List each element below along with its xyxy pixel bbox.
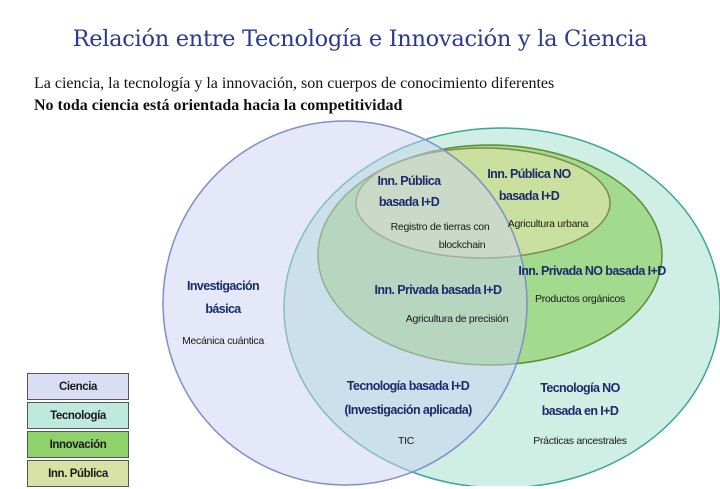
example-inv-basica: Mecánica cuántica bbox=[182, 335, 264, 347]
legend-item-inn-publica bbox=[27, 460, 129, 487]
intro-text: La ciencia, la tecnología y la innovación, son cuerpos de conocimiento diferentes bbox=[34, 75, 555, 92]
page-title: Relación entre Tecnología e Innovación y la Ciencia bbox=[72, 26, 648, 52]
label-tec-no-2: basada en I+D bbox=[541, 404, 619, 418]
legend bbox=[27, 373, 129, 489]
example-tec-id: TIC bbox=[397, 435, 415, 447]
intro-subtext: No toda ciencia está orientada hacia la competitividad bbox=[34, 97, 403, 114]
label-inv-basica-2: básica bbox=[205, 302, 241, 316]
label-inn-privada-no: Inn. Privada NO basada I+D bbox=[518, 264, 666, 278]
example-inn-privada-id: Agricultura de precisión bbox=[405, 313, 509, 325]
legend-item-ciencia bbox=[27, 373, 129, 400]
label-inn-publica-no-1: Inn. Pública NO bbox=[487, 167, 571, 181]
label-inn-privada-id: Inn. Privada basada I+D bbox=[374, 283, 502, 297]
label-tec-id-1: Tecnología basada I+D bbox=[346, 379, 470, 393]
legend-label: Innovación bbox=[49, 438, 107, 451]
example-inn-publica-id-1: Registro de tierras con bbox=[390, 221, 490, 233]
label-inn-publica-id-2: basada I+D bbox=[378, 195, 440, 209]
example-tec-no: Prácticas ancestrales bbox=[533, 435, 627, 447]
legend-item-innovacion bbox=[27, 431, 129, 458]
label-tec-id-2: (Investigación aplicada) bbox=[344, 403, 472, 417]
example-inn-publica-no: Agricultura urbana bbox=[507, 218, 589, 230]
legend-item-tecnologia bbox=[27, 402, 129, 429]
legend-label: Inn. Pública bbox=[48, 467, 108, 480]
label-inv-basica-1: Investigación bbox=[186, 279, 260, 293]
label-tec-no-1: Tecnología NO bbox=[540, 381, 620, 395]
label-inn-publica-no-2: basada I+D bbox=[498, 189, 560, 203]
legend-label: Tecnología bbox=[50, 409, 106, 422]
example-inn-privada-no: Productos orgánicos bbox=[534, 293, 626, 305]
example-inn-publica-id-2: blockchain bbox=[438, 239, 486, 251]
label-inn-publica-id-1: Inn. Pública bbox=[377, 174, 441, 188]
legend-label: Ciencia bbox=[58, 380, 98, 393]
